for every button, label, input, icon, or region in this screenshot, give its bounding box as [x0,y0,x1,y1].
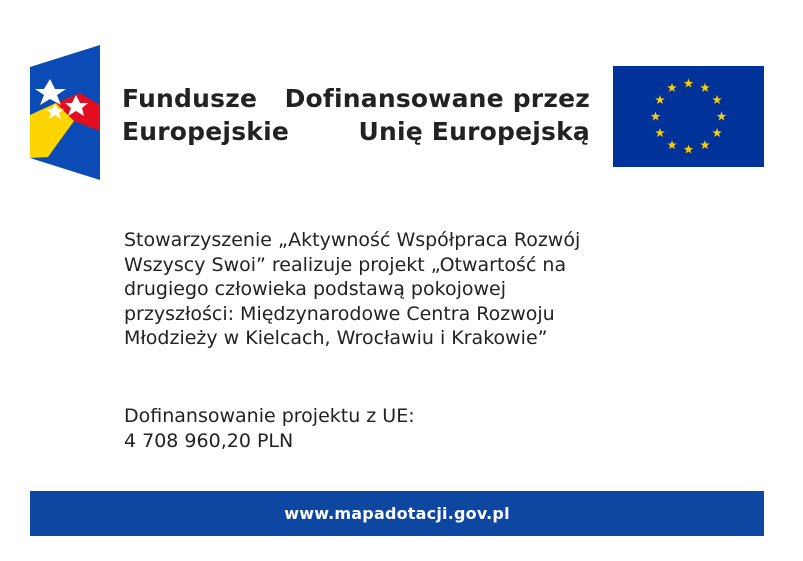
fe-name-line2: Europejskie [122,117,290,146]
description-line: Młodzieży w Kielcach, Wrocławiu i Krakowie” [124,327,548,349]
eu-text-line2: Unię Europejską [358,117,590,146]
description-line: przyszłości: Międzynarodowe Centra Rozwoju [124,302,555,325]
eu-text-line1: Dofinansowane przez [284,84,590,113]
description-line: Stowarzyszenie „Aktywność Współpraca Rozwój [124,229,581,251]
funding-amount: 4 708 960,20 PLN [124,429,294,452]
funding-label: Dofinansowanie projektu z UE: [124,405,415,427]
website-link[interactable]: www.mapadotacji.gov.pl [284,504,510,523]
fundusze-europejskie-name [122,82,289,148]
footer-bar [30,491,764,536]
fundusze-europejskie-logo-icon [30,45,100,180]
description-line: Wszyscy Swoi” realizuje projekt „Otwartość na [124,253,567,276]
description-line: drugiego człowieka podstawą pokojowej [124,278,506,300]
eu-flag-icon [613,66,764,167]
eu-cofunding-text [285,82,590,148]
funding-info [124,404,415,453]
fe-name-line1: Fundusze [122,84,258,113]
project-description [124,228,644,351]
